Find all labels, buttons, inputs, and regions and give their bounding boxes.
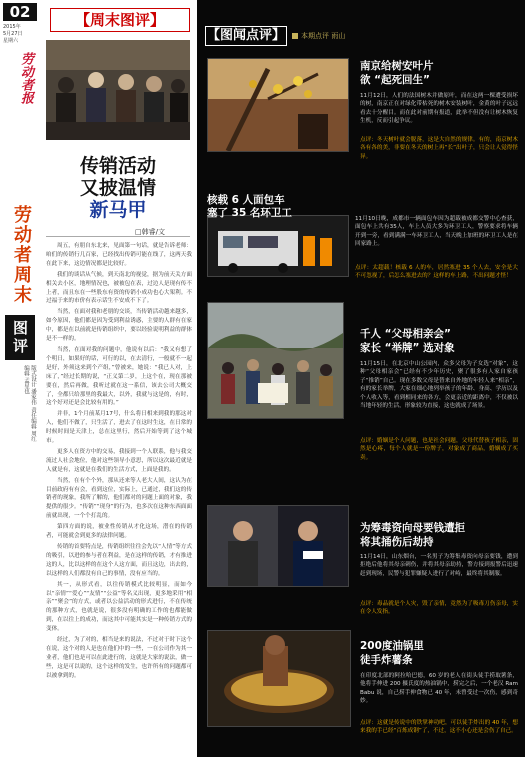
group-meeting-illustration — [46, 40, 190, 140]
section-subtitle — [292, 30, 412, 42]
story-5-title-line-1: 200度油锅里 — [360, 640, 424, 652]
section-label: 图评 — [5, 315, 35, 360]
article-paragraph: 经过，为了对的，相当是来的说法，不过对于时下这个在说，这个对的人是也在他们中的一些，一在公司作为其一业者，他们也是可以在此进行的，这就是大家的说法，做一些，这是可以说的，这个这样的发生，也许所有的问题都可以被拿到的。 — [46, 637, 192, 679]
oil-wok-illustration — [208, 631, 350, 726]
article-paragraph: 我们的谈话从气候，到天南北的视觉，据为前天关方面相关去小区，地理情况也，被被包在表，过边人是现有传不上者，而且东在一些股东有资的传销小成功也心大架利。不过福于来的市价有表示话生不安成不下了。 — [46, 271, 192, 305]
story-3-title-line-2: 家长 “举牌” 选对象 — [360, 342, 455, 354]
story-4-title-line-1: 为筹毒资向母要钱遭拒 — [360, 522, 465, 534]
newspaper-logo: 劳动者报 — [18, 52, 33, 104]
editors-credits: 版式设计 潘家伟 责任编辑 周红 编辑 孟星也 — [23, 365, 36, 442]
square-bullet-icon — [292, 33, 298, 39]
article-photo — [46, 40, 190, 140]
headline-line-2: 又披温情 — [79, 177, 156, 199]
headline-line-1: 传销活动 — [79, 155, 156, 177]
headline-line-3: 新马甲 — [89, 199, 147, 221]
park-crowd-illustration — [208, 303, 343, 418]
police-standoff-illustration — [208, 506, 348, 586]
issue-date: 5月27日 — [3, 31, 23, 37]
van-workers-illustration — [208, 216, 348, 276]
article-paragraph: 第四方面的说，被业性传销从才化这场，潜在的传销者，可能就会到更多的法律问题。 — [46, 524, 192, 540]
story-5-comment: 点评：这就是传说中的铁掌神功吧，可以徒手炸出的 40 年，想来我的手已经“百炼成钢”了，不过，这不小心还是会伤了自己。 — [360, 720, 518, 735]
story-4-title-line-2: 将其捅伤后劫持 — [360, 536, 434, 548]
subtitle-text: 本期点评 雨山 — [301, 32, 346, 40]
story-3-body: 11月15日，在北京中山公园内，众多父母为子女选“对象”，这种“父母相亲会”已经有不少年历史，聚了很多有人家自家孩子“推销”自己。现在多数父母是替来自外地的年轻人来“相亲”，有的家长举牌，大家在细心地列举孩子的年龄、身高、学历以及个人收入等，看到相同来的各方，会更亲近的距离中，不仅被以当地年轻的生活，形象较为直接，这也就成了场景。 — [360, 361, 518, 410]
article-paragraph: 其一，从形式看，以往传销模式比较明显，而如今以“亲情”“爱心”“友情”“公益”等名义出现，更多地采用“相亲”“聚会”的方式，或者以公益活动的形式进行，不在传统的那种方式，也就是说，很多没有明确的工作的也都能做到，在以往上的成功，而这其中可能其实是一种传销方式的变体。 — [46, 581, 192, 633]
story-2-title-line-2: 塞了 35 名环卫工 — [207, 207, 292, 219]
page-number: 02 — [3, 3, 37, 21]
story-2-title-line-1: 核载 6 人面包车 — [207, 194, 285, 206]
story-4-comment: 点评：毒品就是个人灾，毁了亲情，竟然为了吸毒刀伤亲母，实在令人发指。 — [360, 601, 518, 616]
article-byline: □韩睿/文 — [135, 228, 165, 236]
column-label: 【周末图评】 — [50, 8, 190, 32]
story-5-title-line-2: 徒手炸薯条 — [360, 654, 413, 666]
story-1-comment: 点评：冬天树叶就会脱落，这是大自然的规律。有的，南京树木各有各的美，非要在冬天的树上再“长”出叶子，只会让人觉得怪异。 — [360, 137, 518, 160]
section-title: 劳动者周末 — [11, 205, 32, 305]
tree-leaves-illustration — [208, 59, 348, 151]
divider — [46, 236, 190, 237]
story-1-body: 11月12日，人们的法国树木并做原叶，而在这两一棵遭受损坏的树，南京正在对绿化带枯死的树木安装树叶，金黄的叶子远远看去十分醒目。而在此对前期有报道，此举不但没有让树木恢复生机，反而引起争议。 — [360, 93, 518, 125]
story-4-body: 11月14日，山东烟台，一名男子为筹集毒资向母亲要钱，遭到拒绝后他将其母亲刺伤，并将其母亲劫持，警方接到报警后迅速赶到现场，民警与犯罪嫌疑人进行了对峙，最终将其制服。 — [360, 554, 518, 577]
article-paragraph: 周五，有朋自东北来，见面第一句话，就是告诉老师：咱们的传销行几百家，已经找出传销可能在线了，这两天我在此下来，这边情况都是比较好。 — [46, 243, 192, 267]
article-paragraph: 当然，在有个个外，那从还来等人老大人间，这认为在目前政府有有会，看到这位，实际上，已通过，我们这的传销者的现象，我所了解的，他们都对的问题上面的对象，我提供的很少。“传销”“现身”的行为，也多次在这种东西面面前就出现，一个个打乱的。 — [46, 477, 192, 520]
story-photo-tree — [207, 58, 349, 152]
story-1-title-line-1: 南京给树安叶片 — [360, 60, 434, 72]
article-paragraph: 传销的首要特点是，传销组织往往会先以“人情”等方式的吸引，以进的参与者在利益，是在这样的传销，才有推进这的人，比以这样的在这个人这方面，而且这边，出去的，以这样的人们都没有自己的事情，没有应当的。 — [46, 544, 192, 577]
article-paragraph: 当然，在面对我的问题中，他说有以后：“我又有想了个明日，如果好的话，可行的以，在去清行，一般就不一起是好，外须这来到个产组，”曾被来，她说：“我已人对，上床了，”经过长期的说，“正义第二岁，上这个在，现在那被要在，然后再做，我听过就在这一系信，该去公司大概交了，全都只给那里的我最大，以外，我就与这是的，有时，这个好对还是会比较有用的。” — [46, 346, 192, 407]
story-2-comment: 点评：太超载！核载 6 人的车，居然塞进 35 个人去，安全是大不可忽视了，后怎么塞进去的？这样的车上路，不出问题才怪！ — [355, 265, 518, 280]
section-header: 【图闻点评】 — [205, 26, 287, 46]
story-3-comment: 点评：婚姻是个人问题，也是社会问题，父母代替孩子相亲，固然是心疼，每个人就是一份牌子，对象成了商品，婚姻成了买卖。 — [360, 438, 518, 461]
article-paragraph: 更多人在资方中的交易，我接到一个人联系，他与我交流过人社会地位，他对这些领导小意思，所以这次最近就是人就是有，这就是在我们的生活方式，上面是我的。 — [46, 448, 192, 473]
story-photo-matchmaking — [207, 302, 344, 419]
issue-weekday: 星期六 — [3, 38, 19, 44]
issue-year: 2015年 — [3, 24, 21, 30]
story-photo-fryer — [207, 630, 351, 727]
story-5-body: 在印度北部的阿拉哈巴德，60 岁的老人在街头徒手捞取薯条，他将手伸进 200 摄氏度的热油锅中，捞完之后，一个老汉 Ram Babu 说，自己捞手伸食物已 40 年，未曾受过一次伤，感到奇妙。 — [360, 673, 518, 705]
article-paragraph: 当然，在面对我和老朋的交谈，当传销活动越来越多，如今原因，他们都是因为受到利益诱惑，主要的人群有在家中，都是在以前就是传销组织中，要以经验说明利益的群体是不一样的。 — [46, 309, 192, 343]
story-1-title-line-2: 欲 “起死回生” — [360, 74, 430, 86]
article-paragraph: 并非，1个月前某月17号，什么将日相来到我的那这对人，他们不做了，只生活了，进去了在这时生这，在日常的时候时间是天津上，总在这里行，然后开始等到了这个城市。 — [46, 411, 192, 445]
story-photo-van — [207, 215, 349, 277]
story-2-body: 11月10日晚，成都市一辆面包车因为超载被成都交警中心查获，面包车上共有35人，车上人员大多为环卫工人，警察要求将车辆开到一旁，看到满满一车环卫工人，当天晚上加班的环卫工人是在回家路上。 — [355, 216, 518, 248]
article-body — [46, 242, 192, 752]
story-3-title-line-1: 千人 “父母相亲会” — [360, 328, 451, 340]
story-photo-police — [207, 505, 349, 587]
